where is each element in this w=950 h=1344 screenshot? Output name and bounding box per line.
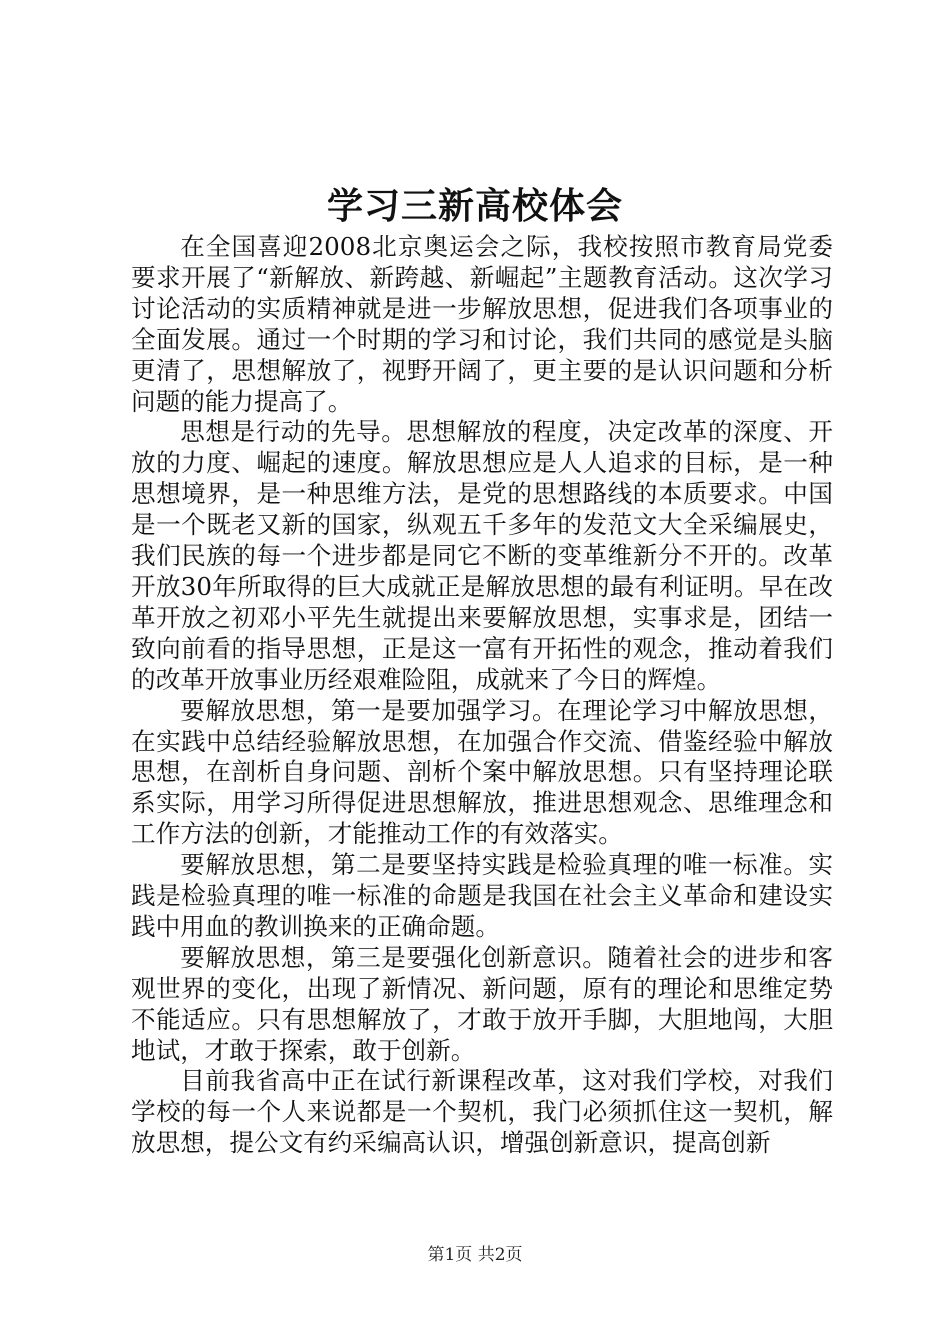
document-title: 学习三新高校体会 bbox=[326, 185, 623, 227]
paragraph: 要解放思想，第三是要强化创新意识。随着社会的进步和客观世界的变化，出现了新情况、新问题，原有的理论和思维定势不能适应。只有思想解放了，才敢于放开手脚，大胆地闯，大胆地试，才敢于探索，敢于创新。 bbox=[131, 942, 833, 1065]
paragraph: 思想是行动的先导。思想解放的程度，决定改革的深度、开放的力度、崛起的速度。解放思想应是人人追求的目标，是一种思想境界，是一种思维方法，是党的思想路线的本质要求。中国是一个既老又新的国家，纵观五千多年的发范文大全采编展史，我们民族的每一个进步都是同它不断的变革维新分不开的。改革开放30年所取得的巨大成就正是解放思想的最有利证明。早在改革开放之初邓小平先生就提出来要解放思想，实事求是，团结一致向前看的指导思想，正是这一富有开拓性的观念，推动着我们的改革开放事业历经艰难险阻，成就来了今日的辉煌。 bbox=[131, 417, 833, 694]
paragraph: 要解放思想，第一是要加强学习。在理论学习中解放思想，在实践中总结经验解放思想，在加强合作交流、借鉴经验中解放思想，在剖析自身问题、剖析个案中解放思想。只有坚持理论联系实际，用学习所得促进思想解放，推进思想观念、思维理念和工作方法的创新，才能推动工作的有效落实。 bbox=[131, 695, 833, 849]
paragraph: 目前我省高中正在试行新课程改革，这对我们学校，对我们学校的每一个人来说都是一个契机，我门必须抓住这一契机，解放思想，提公文有约采编高认识，增强创新意识，提高创新 bbox=[131, 1066, 833, 1158]
paragraph: 要解放思想，第二是要坚持实践是检验真理的唯一标准。实践是检验真理的唯一标准的命题是我国在社会主义革命和建设实践中用血的教训换来的正确命题。 bbox=[131, 850, 833, 941]
paragraph: 在全国喜迎2008北京奥运会之际，我校按照市教育局党委要求开展了“新解放、新跨越、新崛起”主题教育活动。这次学习讨论活动的实质精神就是进一步解放思想，促进我们各项事业的全面发展。通过一个时期的学习和讨论，我们共同的感觉是头脑更清了，思想解放了，视野开阔了，更主要的是认识问题和分析问题的能力提高了。 bbox=[131, 232, 833, 416]
page-footer: 第1页 共2页 bbox=[427, 1245, 523, 1265]
document-body bbox=[131, 232, 833, 1159]
